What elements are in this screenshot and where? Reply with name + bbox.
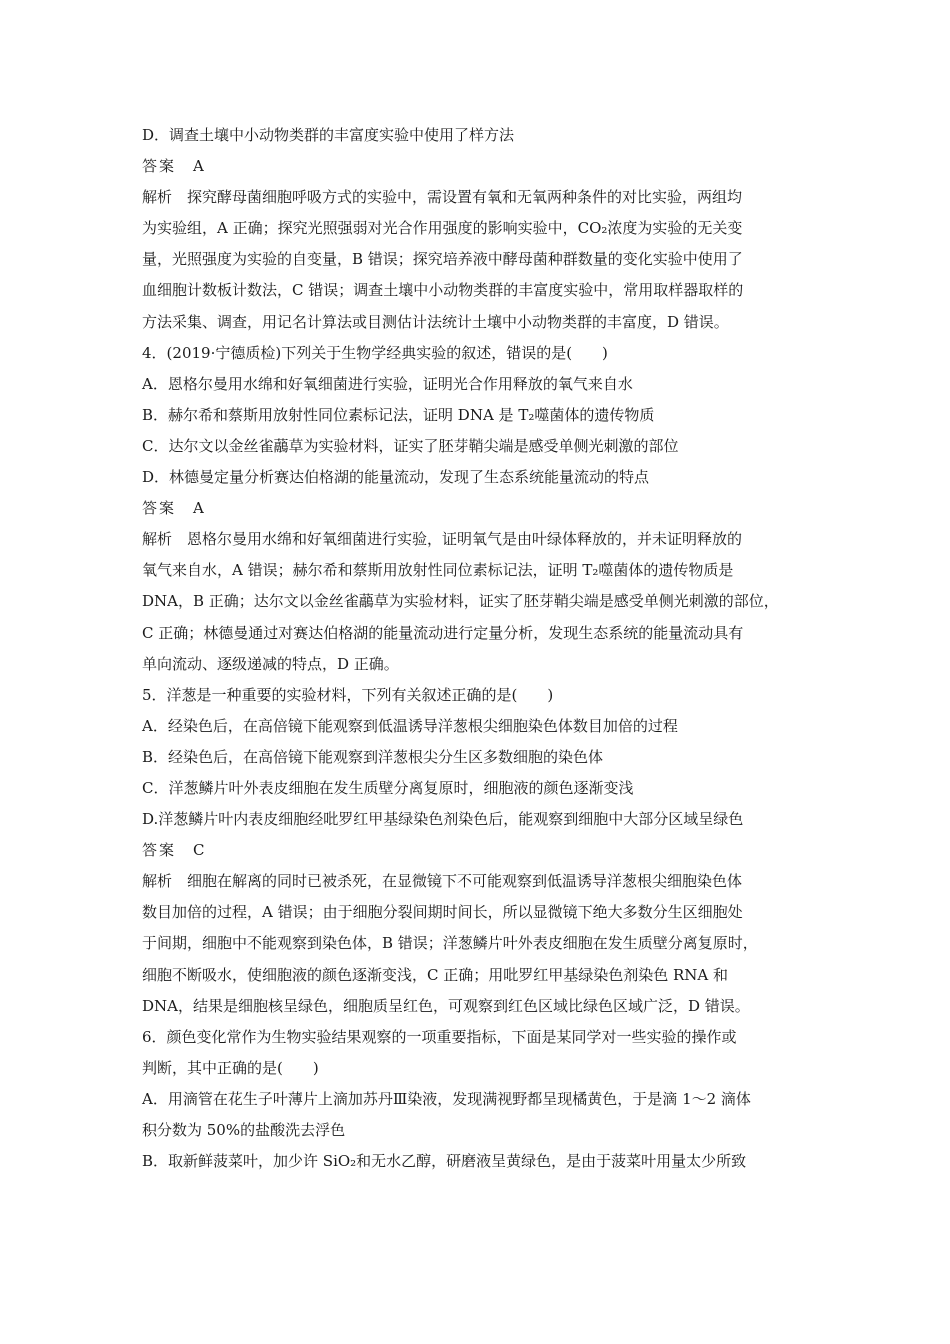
analysis-line: 解析 细胞在解离的同时已被杀死，在显微镜下不可能观察到低温诱导洋葱根尖细胞染色体 [142,872,743,891]
analysis-line: 解析 探究酵母菌细胞呼吸方式的实验中，需设置有氧和无氧两种条件的对比实验，两组均 [142,188,743,207]
answer-line: 答案 A [142,157,206,176]
option-d: D．林德曼定量分析赛达伯格湖的能量流动，发现了生态系统能量流动的特点 [142,468,650,487]
document-page [142,120,814,1177]
option-a: 积分数为 50%的盐酸洗去浮色 [142,1121,346,1139]
analysis-line: 数目加倍的过程，A 错误；由于细胞分裂间期时间长，所以显微镜下绝大多数分生区细胞处 [142,903,743,922]
analysis-line: DNA，结果是细胞核呈绿色，细胞质呈红色，可观察到红色区域比绿色区域广泛，D 错误。 [142,996,750,1015]
question-stem: 6．颜色变化常作为生物实验结果观察的一项重要指标，下面是某同学对一些实验的操作或 [142,1027,737,1046]
option-c: C．达尔文以金丝雀虉草为实验材料，证实了胚芽鞘尖端是感受单侧光刺激的部位 [142,436,679,455]
analysis-line: 氧气来自水，A 错误；赫尔希和蔡斯用放射性同位素标记法，证明 T₂噬菌体的遗传物质是 [142,561,734,580]
analysis-line: 血细胞计数板计数法，C 错误；调查土壤中小动物类群的丰富度实验中，常用取样器取样的 [142,281,744,300]
option-c: C．洋葱鳞片叶外表皮细胞在发生质壁分离复原时，细胞液的颜色逐渐变浅 [142,778,634,797]
analysis-line: 解析 恩格尔曼用水绵和好氧细菌进行实验，证明氧气是由叶绿体释放的，并未证明释放的 [142,530,743,549]
option-b: B．赫尔希和蔡斯用放射性同位素标记法，证明 DNA 是 T₂噬菌体的遗传物质 [142,405,655,424]
option-a: A．经染色后，在高倍镜下能观察到低温诱导洋葱根尖细胞染色体数目加倍的过程 [142,716,678,735]
analysis-line: 单向流动、逐级递减的特点，D 正确。 [142,654,399,673]
analysis-line: 方法采集、调查，用记名计算法或目测估计法统计土壤中小动物类群的丰富度，D 错误。 [142,312,729,331]
question-4 [142,338,814,680]
answer-line: 答案 A [142,499,206,518]
option-b: B．经染色后，在高倍镜下能观察到洋葱根尖分生区多数细胞的染色体 [142,747,604,766]
question-stem: 判断，其中正确的是( ) [142,1058,319,1077]
question-3-tail [142,120,814,338]
analysis-line: 于间期，细胞中不能观察到染色体，B 错误；洋葱鳞片叶外表皮细胞在发生质壁分离复原时， [142,934,758,953]
question-stem: 4．(2019·宁德质检)下列关于生物学经典实验的叙述，错误的是( ) [142,343,608,362]
analysis-line: 为实验组，A 正确；探究光照强弱对光合作用强度的影响实验中，CO₂浓度为实验的无关变 [142,219,743,238]
option-b: B．取新鲜菠菜叶，加少许 SiO₂和无水乙醇，研磨液呈黄绿色，是由于菠菜叶用量太少所致 [142,1152,747,1171]
option-a: A．恩格尔曼用水绵和好氧细菌进行实验，证明光合作用释放的氧气来自水 [142,374,633,393]
question-stem: 5．洋葱是一种重要的实验材料，下列有关叙述正确的是( ) [142,685,554,704]
analysis-line: DNA，B 正确；达尔文以金丝雀虉草为实验材料，证实了胚芽鞘尖端是感受单侧光刺激的部位， [142,592,779,611]
analysis-line: C 正确；林德曼通过对赛达伯格湖的能量流动进行定量分析，发现生态系统的能量流动具有 [142,623,744,642]
answer-line: 答案 C [142,841,207,860]
question-6 [142,1022,814,1177]
analysis-line: 细胞不断吸水，使细胞液的颜色逐渐变浅，C 正确；用吡罗红甲基绿染色剂染色 RNA 和 [142,965,729,984]
option-a: A．用滴管在花生子叶薄片上滴加苏丹Ⅲ染液，发现满视野都呈现橘黄色，于是滴 1～2 滴体 [142,1089,751,1108]
question-5 [142,680,814,1022]
analysis-line: 量，光照强度为实验的自变量，B 错误；探究培养液中酵母菌种群数量的变化实验中使用了 [142,250,743,269]
option-d: D.洋葱鳞片叶内表皮细胞经吡罗红甲基绿染色剂染色后，能观察到细胞中大部分区域呈绿色 [142,810,744,829]
option-d: D．调查土壤中小动物类群的丰富度实验中使用了样方法 [142,126,515,144]
